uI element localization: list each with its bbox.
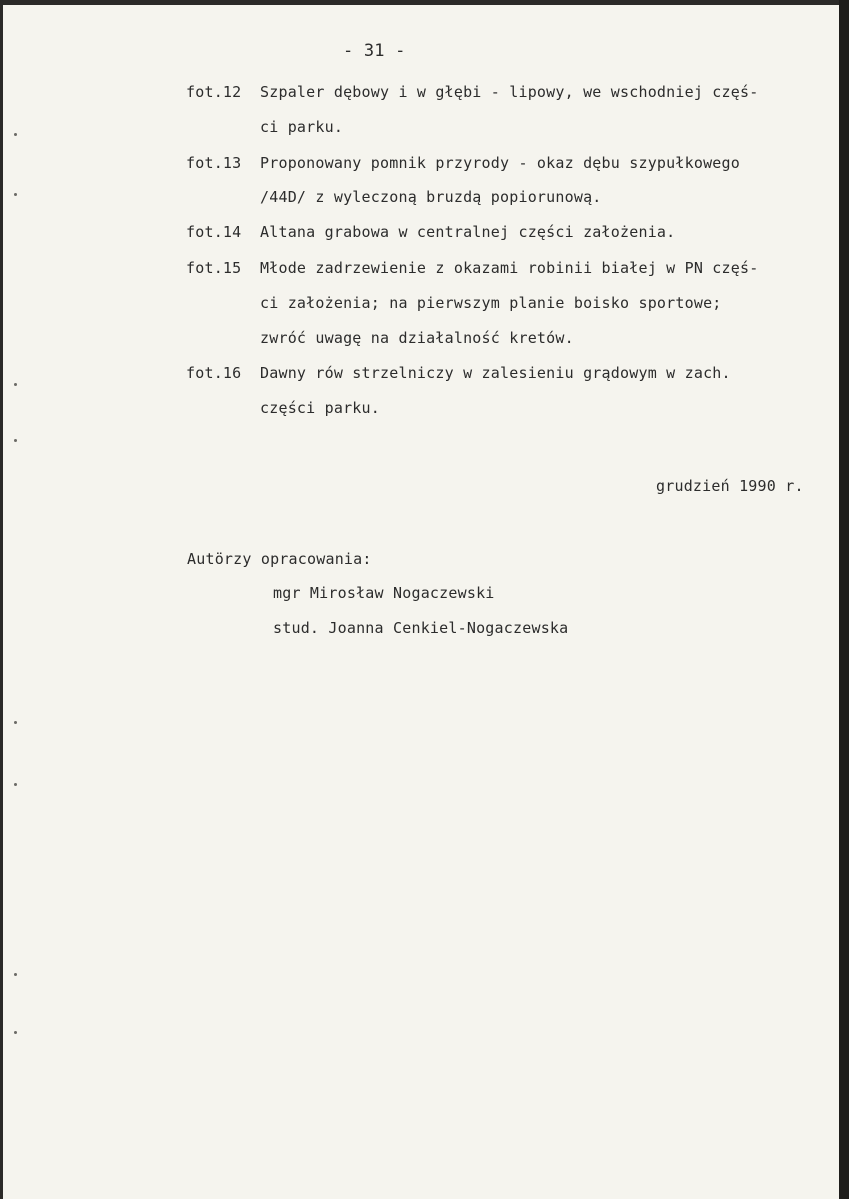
caption-label-fot-16: fot.16 xyxy=(186,364,242,382)
caption-text-fot-15-line-3: zwróć uwagę na działalność kretów. xyxy=(260,329,574,347)
caption-text-fot-14-line-1: Altana grabowa w centralnej części założenia. xyxy=(260,223,676,241)
caption-text-fot-13-line-2: /44D/ z wyleczoną bruzdą popiorunową. xyxy=(260,188,602,206)
margin-dot xyxy=(14,973,17,976)
caption-label-fot-13: fot.13 xyxy=(186,154,242,172)
caption-text-fot-12-line-2: ci parku. xyxy=(260,118,344,136)
authors-heading: Autörzy opracowania: xyxy=(187,550,372,568)
caption-label-fot-15: fot.15 xyxy=(186,259,242,277)
caption-label-fot-14: fot.14 xyxy=(186,223,242,241)
margin-dot xyxy=(14,1031,17,1034)
margin-dot xyxy=(14,193,17,196)
margin-dot xyxy=(14,783,17,786)
author-name: stud. Joanna Cenkiel-Nogaczewska xyxy=(273,619,569,637)
caption-text-fot-13-line-1: Proponowany pomnik przyrody - okaz dębu szypułkowego xyxy=(260,154,740,172)
margin-dot xyxy=(14,383,17,386)
caption-text-fot-16-line-1: Dawny rów strzelniczy w zalesieniu grądowym w zach. xyxy=(260,364,731,382)
caption-text-fot-15-line-1: Młode zadrzewienie z okazami robinii białej w PN częś- xyxy=(260,259,759,277)
caption-text-fot-12-line-1: Szpaler dębowy i w głębi - lipowy, we wschodniej częś- xyxy=(260,83,759,101)
page-number: - 31 - xyxy=(343,41,406,61)
caption-text-fot-15-line-2: ci założenia; na pierwszym planie boisko sportowe; xyxy=(260,294,722,312)
margin-dot xyxy=(14,439,17,442)
caption-text-fot-16-line-2: części parku. xyxy=(260,399,380,417)
caption-label-fot-12: fot.12 xyxy=(186,83,242,101)
margin-dot xyxy=(14,721,17,724)
margin-dot xyxy=(14,133,17,136)
author-name: mgr Mirosław Nogaczewski xyxy=(273,584,495,602)
document-page xyxy=(3,5,839,1199)
document-date: grudzień 1990 r. xyxy=(656,477,804,495)
scan-edge xyxy=(839,0,849,1199)
